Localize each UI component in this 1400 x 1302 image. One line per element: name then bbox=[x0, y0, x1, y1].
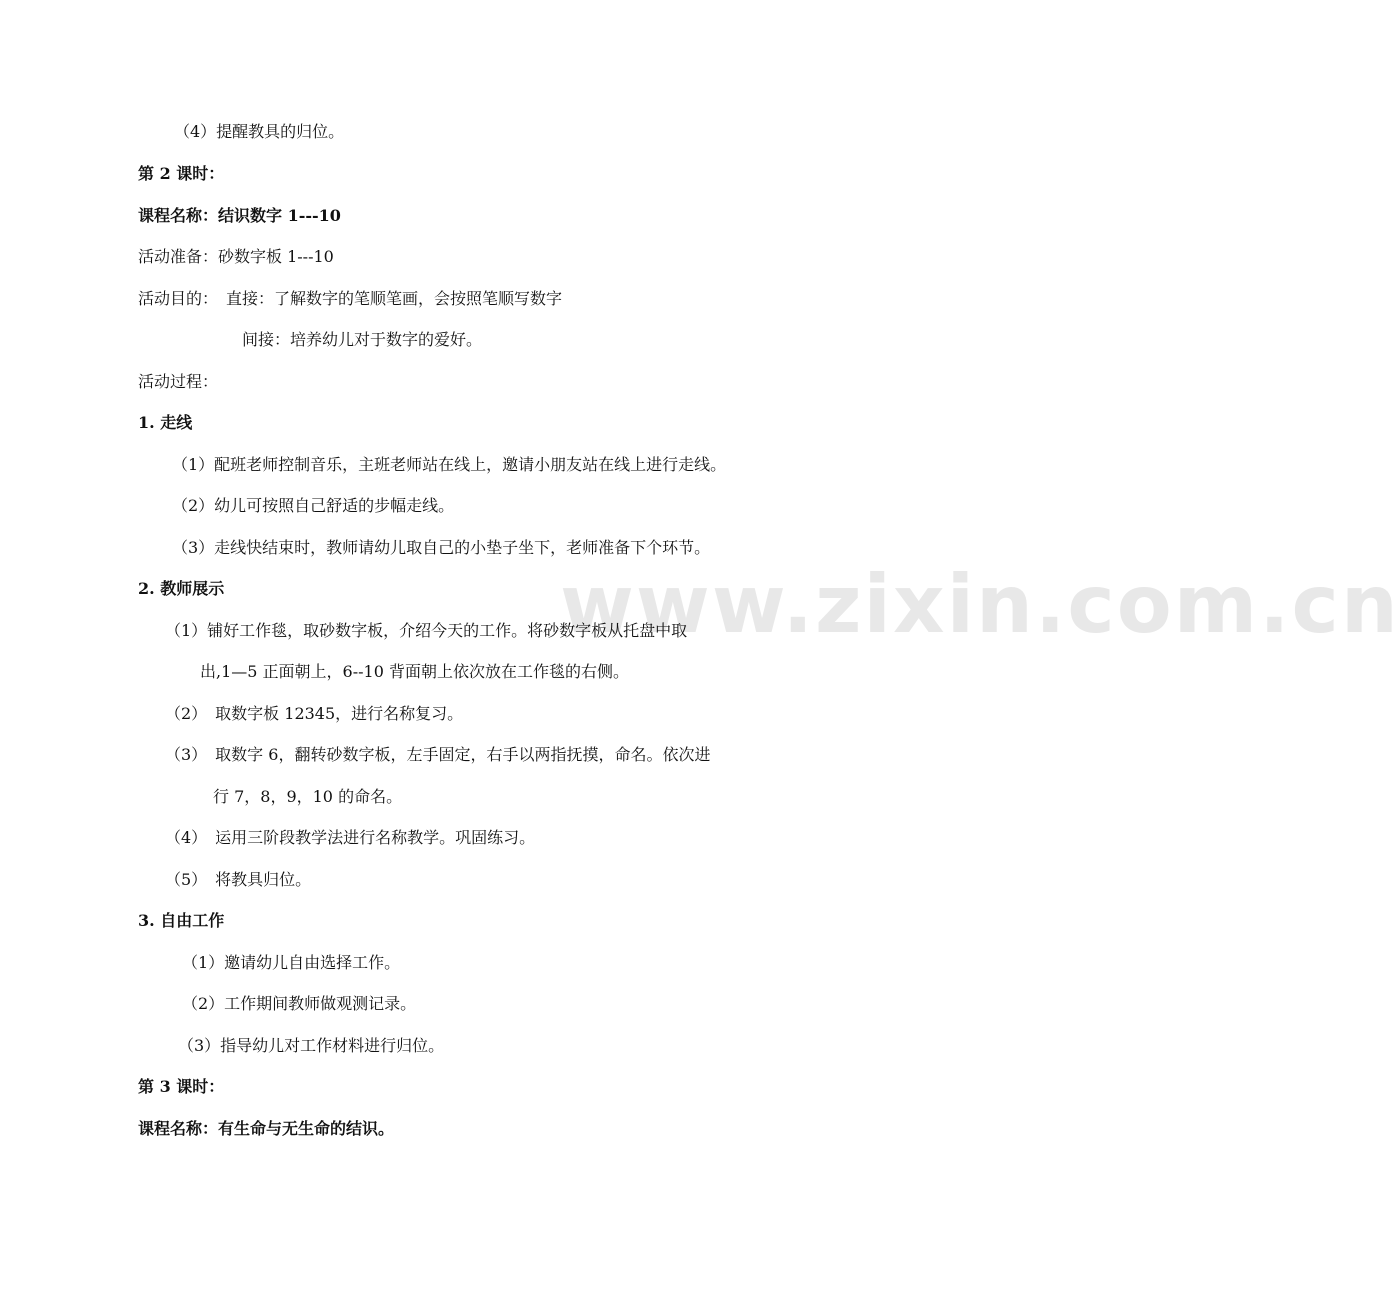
activity-preparation: 活动准备：砂数字板 1---10 bbox=[138, 247, 334, 266]
section-2-step-5: （5） 将教具归位。 bbox=[165, 870, 312, 889]
section-3-step-2: （2）工作期间教师做观测记录。 bbox=[182, 994, 417, 1013]
section-2-step-4: （4） 运用三阶段教学法进行名称教学。巩固练习。 bbox=[165, 828, 536, 847]
section-1-step-1: （1）配班老师控制音乐，主班老师站在线上，邀请小朋友站在线上进行走线。 bbox=[172, 455, 727, 474]
watermark: www.zixin.com.cn bbox=[560, 558, 1400, 651]
course-name-living-nonliving: 课程名称：有生命与无生命的结识。 bbox=[138, 1119, 395, 1138]
section-2-heading: 2. 教师展示 bbox=[138, 579, 225, 598]
step-4-return-materials: （4）提醒教具的归位。 bbox=[174, 122, 345, 141]
section-1-step-3: （3）走线快结束时，教师请幼儿取自己的小垫子坐下，老师准备下个环节。 bbox=[172, 538, 711, 557]
lesson-2-heading: 第 2 课时： bbox=[138, 164, 225, 183]
section-2-step-1: （1）铺好工作毯，取砂数字板，介绍今天的工作。将砂数字板从托盘中取 bbox=[165, 621, 688, 640]
activity-goal-indirect: 间接：培养幼儿对于数字的爱好。 bbox=[242, 330, 483, 349]
activity-process-label: 活动过程： bbox=[138, 372, 219, 391]
section-1-step-2: （2）幼儿可按照自己舒适的步幅走线。 bbox=[172, 496, 455, 515]
section-2-step-3: （3） 取数字 6，翻转砂数字板，左手固定，右手以两指抚摸，命名。依次进 bbox=[165, 745, 711, 764]
section-3-step-1: （1）邀请幼儿自由选择工作。 bbox=[182, 953, 401, 972]
lesson-3-heading: 第 3 课时： bbox=[138, 1077, 225, 1096]
course-name-numbers: 课程名称：结识数字 1---10 bbox=[138, 206, 341, 225]
section-1-heading: 1. 走线 bbox=[138, 413, 193, 432]
section-2-step-1-continued: 出,1—5 正面朝上，6--10 背面朝上依次放在工作毯的右侧。 bbox=[200, 662, 629, 681]
activity-goal-direct: 活动目的： 直接：了解数字的笔顺笔画，会按照笔顺写数字 bbox=[138, 289, 563, 308]
section-2-step-2: （2） 取数字板 12345，进行名称复习。 bbox=[165, 704, 464, 723]
section-2-step-3-continued: 行 7，8，9，10 的命名。 bbox=[213, 787, 403, 806]
section-3-heading: 3. 自由工作 bbox=[138, 911, 225, 930]
section-3-step-3: （3）指导幼儿对工作材料进行归位。 bbox=[178, 1036, 445, 1055]
